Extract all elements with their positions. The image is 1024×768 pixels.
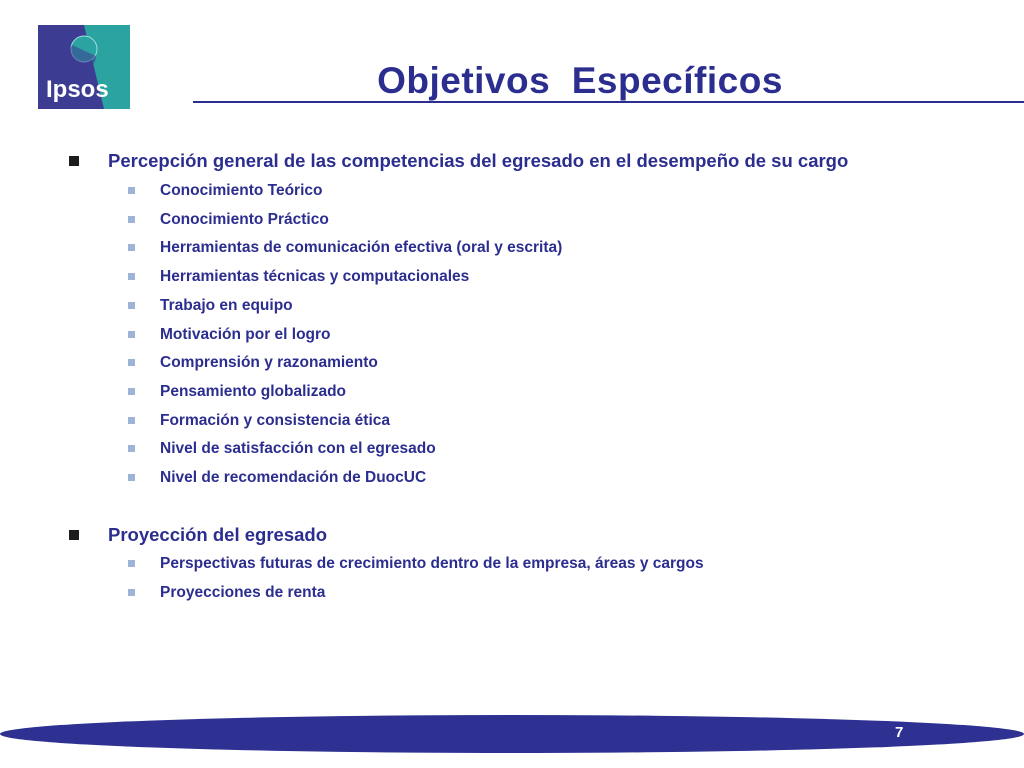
small-square-bullet-icon xyxy=(128,445,135,452)
small-square-bullet-icon xyxy=(128,388,135,395)
logo-wordmark: Ipsos xyxy=(46,76,109,103)
small-square-bullet-icon xyxy=(128,187,135,194)
square-bullet-icon xyxy=(69,156,79,166)
small-square-bullet-icon xyxy=(128,331,135,338)
list-item: Trabajo en equipo xyxy=(160,297,293,314)
list-item: Perspectivas futuras de crecimiento dentro de la empresa, áreas y cargos xyxy=(160,555,704,572)
footer-band xyxy=(0,715,1024,753)
small-square-bullet-icon xyxy=(128,474,135,481)
list-item: Nivel de satisfacción con el egresado xyxy=(160,440,436,457)
list-item: Conocimiento Teórico xyxy=(160,182,323,199)
list-item: Pensamiento globalizado xyxy=(160,383,347,400)
list-item: Herramientas técnicas y computacionales xyxy=(160,268,470,285)
list-item: Conocimiento Práctico xyxy=(160,211,329,228)
list-item: Proyecciones de renta xyxy=(160,584,326,601)
small-square-bullet-icon xyxy=(128,216,135,223)
small-square-bullet-icon xyxy=(128,244,135,251)
list-item: Motivación por el logro xyxy=(160,326,331,343)
small-square-bullet-icon xyxy=(128,560,135,567)
square-bullet-icon xyxy=(69,530,79,540)
small-square-bullet-icon xyxy=(128,273,135,280)
small-square-bullet-icon xyxy=(128,359,135,366)
small-square-bullet-icon xyxy=(128,417,135,424)
section-heading: Proyección del egresado xyxy=(108,524,328,545)
list-item: Formación y consistencia ética xyxy=(160,412,391,429)
list-item: Herramientas de comunicación efectiva (oral y escrita) xyxy=(160,239,563,256)
small-square-bullet-icon xyxy=(128,302,135,309)
list-item: Comprensión y razonamiento xyxy=(160,354,378,371)
section-heading: Percepción general de las competencias del egresado en el desempeño de su cargo xyxy=(108,150,849,171)
list-item: Nivel de recomendación de DuocUC xyxy=(160,469,427,486)
small-square-bullet-icon xyxy=(128,589,135,596)
page-number: 7 xyxy=(895,724,904,741)
page-title: Objetivos Específicos xyxy=(377,60,783,101)
